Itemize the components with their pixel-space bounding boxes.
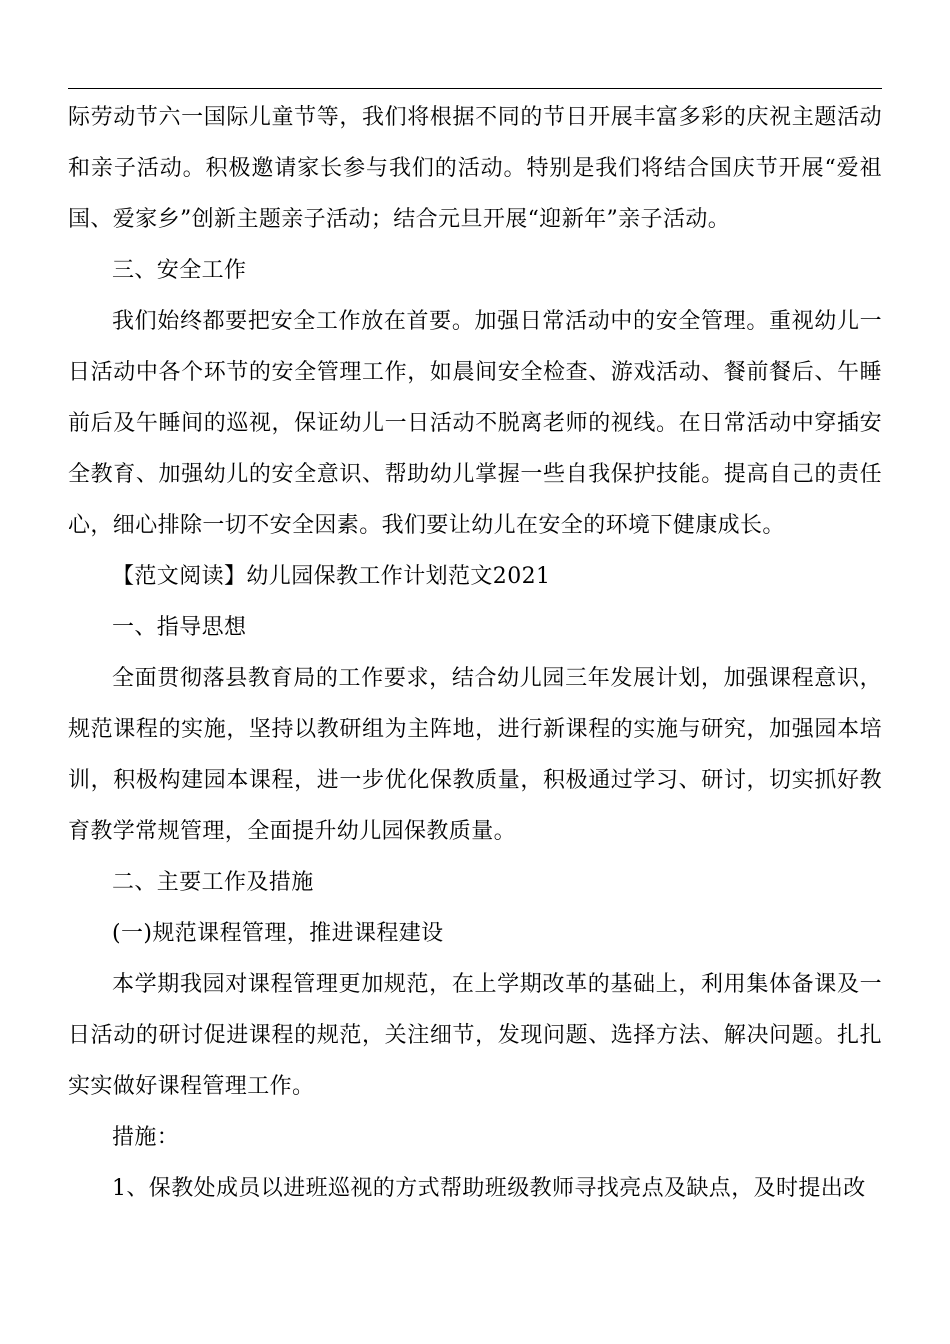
paragraph-guiding-ideology: 全面贯彻落县教育局的工作要求，结合幼儿园三年发展计划，加强课程意识，规范课程的实施，坚持以教研组为主阵地，进行新课程的实施与研究，加强园本培训，积极构建园本课程，进一步优化保教质量，积极通过学习、研讨，切实抓好教育教学常规管理，全面提升幼儿园保教质量。	[68, 666, 882, 844]
paragraph-holiday-activities: 际劳动节六一国际儿童节等，我们将根据不同的节日开展丰富多彩的庆祝主题活动和亲子活动。积极邀请家长参与我们的活动。特别是我们将结合国庆节开展“爱祖国、爱家乡”创新主题亲子活动；结合元旦开展“迎新年”亲子活动。	[68, 105, 882, 232]
paragraph-curriculum-management: 本学期我园对课程管理更加规范，在上学期改革的基础上，利用集体备课及一日活动的研讨促进课程的规范，关注细节，发现问题、选择方法、解决问题。扎扎实实做好课程管理工作。	[68, 972, 882, 1099]
header-rule	[68, 88, 882, 89]
paragraph-safety-management: 我们始终都要把安全工作放在首要。加强日常活动中的安全管理。重视幼儿一日活动中各个环节的安全管理工作，如晨间安全检查、游戏活动、餐前餐后、午睡前后及午睡间的巡视，保证幼儿一日活动不脱离老师的视线。在日常活动中穿插安全教育、加强幼儿的安全意识、帮助幼儿掌握一些自我保护技能。提高自己的责任心，细心排除一切不安全因素。我们要让幼儿在安全的环境下健康成长。	[68, 309, 882, 538]
heading-guiding-ideology: 一、指导思想	[112, 615, 247, 640]
heading-safety-work: 三、安全工作	[112, 258, 247, 283]
document-body	[68, 92, 882, 1214]
heading-measures: 措施：	[112, 1125, 180, 1150]
paragraph-measure-1: 1、保教处成员以进班巡视的方式帮助班级教师寻找亮点及缺点，及时提出改	[112, 1176, 866, 1201]
heading-curriculum-management: (一)规范课程管理，推进课程建设	[112, 921, 444, 946]
heading-main-work: 二、主要工作及措施	[112, 870, 314, 895]
heading-sample-reading: 【范文阅读】幼儿园保教工作计划范文2021	[112, 564, 551, 589]
